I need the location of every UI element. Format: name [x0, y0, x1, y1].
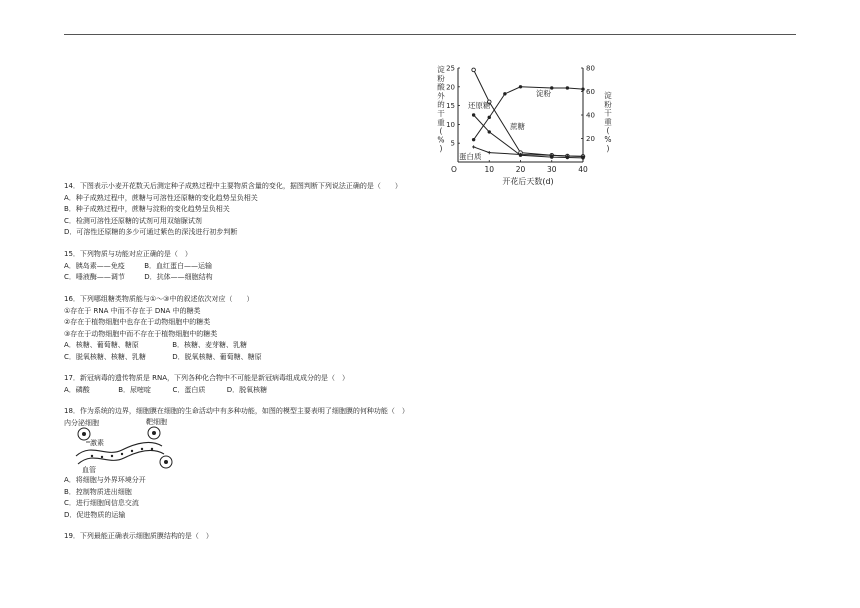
- point-蔗糖: [488, 130, 491, 133]
- y-right-tick-label: 40: [586, 111, 595, 120]
- hormone-signaling-figure: [62, 416, 182, 476]
- series-line-蔗糖: [474, 115, 583, 158]
- question-16-option-a[interactable]: A．核糖、葡萄糖、糖原: [64, 341, 139, 349]
- y-left-tick-label: 20: [446, 83, 455, 92]
- y-right-tick-label: 20: [586, 135, 595, 143]
- series-label-蔗糖: 蔗糖: [510, 122, 525, 131]
- question-16: [64, 294, 624, 363]
- question-14-option-d[interactable]: D．可溶性还原糖的多少可通过紫色的深浅进行初步判断: [64, 228, 238, 236]
- y-right-axis-title-char: 粉: [604, 99, 612, 109]
- question-17-option-a[interactable]: A．磷酸: [64, 385, 90, 394]
- question-16-options-row-1: [64, 340, 624, 352]
- y-left-axis-title: [437, 64, 445, 153]
- point-还原糖: [472, 68, 476, 72]
- y-left-axis-title-char: 粉: [437, 73, 445, 83]
- y-right-axis-title-char: 干: [604, 108, 612, 118]
- chart-labels: [437, 64, 612, 186]
- question-18-option-d[interactable]: D．促进物质的运输: [64, 510, 126, 519]
- question-16-stem: 16．下列哪组糖类物质能与①～③中的叙述依次对应（ ）: [64, 295, 254, 303]
- series-label-淀粉: 淀粉: [536, 89, 551, 98]
- y-left-axis-title-char: ): [439, 144, 443, 154]
- y-left-axis-title-char: 的: [437, 100, 445, 110]
- y-right-tick-label: 60: [586, 88, 595, 96]
- question-15-options-row-1: [64, 261, 624, 273]
- x-tick-label: 30: [546, 165, 557, 174]
- question-18-options: [64, 475, 624, 521]
- question-16-option-b[interactable]: B．核糖、麦芽糖、乳糖: [172, 341, 248, 349]
- x-tick-label: 40: [578, 165, 588, 174]
- question-16-statement-1: ①存在于 RNA 中而不存在于 DNA 中的糖类: [64, 306, 201, 315]
- y-right-axis-title-char: 重: [604, 117, 612, 127]
- question-16-option-c[interactable]: C．脱氧核糖、核糖、乳糖: [64, 352, 146, 361]
- point-淀粉: [519, 85, 522, 88]
- question-17-option-c[interactable]: C．蛋白质: [172, 385, 206, 394]
- figure-label-secretory-cell: 内分泌细胞: [64, 419, 99, 427]
- point-淀粉: [503, 92, 506, 95]
- question-19: [64, 531, 624, 543]
- question-14-option-b[interactable]: B．种子成熟过程中，蔗糖与淀粉的变化趋势呈负相关: [64, 205, 230, 213]
- x-tick-label: O: [451, 165, 457, 174]
- point-蛋白质: [488, 151, 491, 154]
- question-17-stem: 17．新冠病毒的遗传物质是 RNA，下列各种化合物中不可能是新冠病毒组成成分的是（ ）: [64, 374, 350, 382]
- question-16-statement-3: ③存在于动物细胞中而不存在于植物细胞中的糖类: [64, 329, 218, 338]
- series-line-还原糖: [474, 70, 583, 156]
- y-left-tick-label: 25: [446, 64, 455, 73]
- question-18-option-a[interactable]: A．将细胞与外界环境分开: [64, 476, 146, 484]
- x-tick-label: 20: [515, 165, 526, 174]
- x-tick-label: 10: [484, 165, 495, 174]
- point-淀粉: [581, 87, 584, 90]
- question-14-option-a[interactable]: A．种子成熟过程中，蔗糖与可溶性还原糖的变化趋势呈负相关: [64, 193, 258, 202]
- series-label-蛋白质: 蛋白质: [459, 152, 482, 161]
- point-蔗糖: [472, 113, 475, 116]
- question-18-option-c[interactable]: C．进行细胞间信息交流: [64, 499, 139, 507]
- y-left-axis-title-char: 干: [437, 109, 445, 118]
- question-16-statement-2: ②存在于植物细胞中也存在于动物细胞中的糖类: [64, 318, 211, 326]
- y-left-axis-title-char: 淀: [437, 65, 445, 74]
- y-left-tick-label: 15: [446, 102, 455, 111]
- question-15-option-b[interactable]: B．血红蛋白——运输: [144, 261, 213, 270]
- point-蛋白质: [472, 145, 475, 148]
- question-15: [64, 249, 624, 284]
- y-left-axis-title-char: (: [439, 126, 443, 136]
- question-15-option-a[interactable]: A．胰岛素——免疫: [64, 261, 125, 270]
- seed-maturation-chart: [432, 60, 612, 190]
- chart-marks: [472, 68, 585, 159]
- question-18-option-b[interactable]: B．控制物质进出细胞: [64, 487, 132, 496]
- question-15-option-c[interactable]: C．唾液酶——调节: [64, 273, 125, 281]
- question-16-option-d[interactable]: D．脱氧核糖、葡萄糖、糖原: [172, 352, 262, 361]
- question-17-options-row: [64, 385, 624, 397]
- blood-vessel-wall-lower: [78, 451, 164, 464]
- series-label-还原糖: 还原糖: [468, 101, 491, 110]
- question-14: [64, 181, 624, 239]
- question-18-stem: 18．作为系统的边界，细胞膜在细胞的生命活动中有多种功能，如图的模型主要表明了细胞膜的何种功能（ ）: [64, 407, 409, 415]
- figure-label-hormone: 激素: [90, 439, 104, 447]
- question-15-options-row-2: [64, 272, 624, 284]
- question-14-stem: 14．下图表示小麦开花数天后测定种子成熟过程中主要物质含量的变化，据图判断下列说法正确的是（ ）: [64, 182, 402, 190]
- question-19-stem: 19．下列最能正确表示细胞质膜结构的是（ ）: [64, 532, 213, 540]
- question-15-option-d[interactable]: D．抗体——细胞结构: [144, 273, 213, 281]
- y-left-tick-label: 5: [450, 139, 455, 148]
- y-right-axis-title-char: 淀: [604, 91, 612, 100]
- point-淀粉: [566, 86, 569, 89]
- question-14-option-c[interactable]: C．检测可溶性还原糖的试剂可用双缩脲试剂: [64, 216, 202, 225]
- hormone-molecules: [91, 448, 153, 458]
- x-axis-title: 开花后天数(d): [502, 177, 554, 186]
- blood-vessel-wall-upper: [76, 443, 162, 456]
- figure-label-target-cell: 靶细胞: [146, 418, 167, 426]
- y-left-axis-title-char: %: [437, 135, 445, 145]
- y-left-axis-title-char: 重: [437, 117, 445, 127]
- question-16-options-row-2: [64, 352, 624, 364]
- point-淀粉: [488, 116, 491, 119]
- y-right-tick-label: 80: [586, 64, 595, 73]
- question-17-option-d[interactable]: D．脱氧核糖: [226, 385, 268, 394]
- header-rule: [64, 34, 796, 35]
- y-right-axis-title-char: ): [606, 143, 610, 153]
- y-right-axis-title-char: (: [606, 126, 610, 136]
- y-right-axis-title: [604, 90, 612, 153]
- figure-label-vessel: 血管: [82, 466, 96, 474]
- secretory-cell: [78, 428, 90, 440]
- target-cell-top: [148, 427, 160, 439]
- target-cell-bottom: [160, 456, 172, 468]
- y-left-axis-title-char: 酸: [437, 82, 445, 92]
- question-17-option-b[interactable]: B．尿嘧啶: [118, 385, 152, 394]
- y-right-axis-title-char: %: [604, 135, 612, 144]
- point-淀粉: [472, 138, 475, 141]
- y-left-tick-label: 10: [446, 120, 455, 129]
- y-left-axis-title-char: 外: [437, 91, 445, 101]
- question-17: [64, 373, 624, 396]
- question-15-stem: 15．下列物质与功能对应正确的是（ ）: [64, 250, 192, 258]
